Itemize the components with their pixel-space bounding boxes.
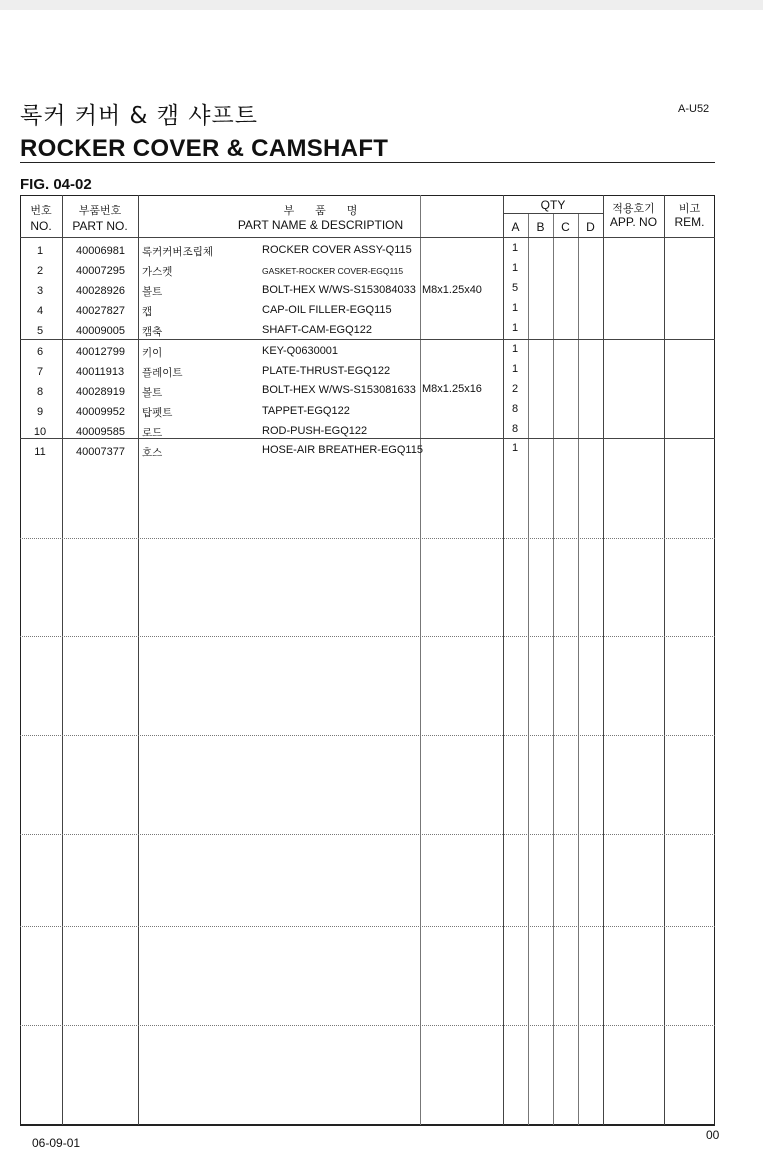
header-part-korean: 부품번호 <box>78 204 122 217</box>
row-2-description: GASKET-ROCKER COVER-EGQ115 <box>262 266 404 276</box>
blank-divider-5 <box>20 926 715 927</box>
row-6-no: 6 <box>36 346 44 358</box>
page-title-korean: 록커 커버 & 캠 샤프트 <box>20 103 258 129</box>
row-7-description: PLATE-THRUST-EGQ122 <box>262 365 391 377</box>
row-6-name-korean: 키이 <box>142 347 163 359</box>
row-10-qty-a: 8 <box>511 423 519 435</box>
header-part-english: PART NO. <box>72 219 128 233</box>
blank-divider-4 <box>20 834 715 835</box>
header-app-korean: 적용호기 <box>612 202 655 215</box>
row-3-no: 3 <box>36 285 44 297</box>
row-9-no: 9 <box>36 406 44 418</box>
row-11-qty-a: 1 <box>511 442 519 454</box>
blank-divider-6 <box>20 1025 715 1026</box>
footer-date: 06-09-01 <box>32 1136 81 1150</box>
row-3-qty-a: 5 <box>511 282 519 294</box>
row-8-description: BOLT-HEX W/WS-S153081633 <box>262 384 416 396</box>
row-3-spec: M8x1.25x40 <box>422 284 482 296</box>
row-11-no: 11 <box>34 446 46 458</box>
row-9-name-korean: 탑펫트 <box>142 407 173 419</box>
row-11-part-no: 40007377 <box>76 446 125 458</box>
row-1-qty-a: 1 <box>511 242 519 254</box>
col-divider-spec <box>420 195 421 1125</box>
scan-edge-shading <box>0 0 763 10</box>
row-10-description: ROD-PUSH-EGQ122 <box>262 425 368 437</box>
row-2-qty-a: 1 <box>511 262 519 274</box>
header-bottom-line <box>20 237 715 238</box>
blank-divider-3 <box>20 735 715 736</box>
header-app-english: APP. NO <box>609 215 658 229</box>
qty-subheader-line <box>503 213 603 214</box>
row-4-description: CAP-OIL FILLER-EGQ115 <box>262 304 392 316</box>
col-divider-qty-ab <box>528 213 529 1125</box>
row-9-description: TAPPET-EGQ122 <box>262 405 350 417</box>
row-5-part-no: 40009005 <box>76 325 125 337</box>
row-11-description: HOSE-AIR BREATHER-EGQ115 <box>262 444 423 456</box>
row-8-spec: M8x1.25x16 <box>422 383 482 395</box>
col-divider-qty-cd <box>578 213 579 1125</box>
col-divider-qty-bc <box>553 213 554 1125</box>
row-1-part-no: 40006981 <box>76 245 125 257</box>
row-10-part-no: 40009585 <box>76 426 125 438</box>
row-5-name-korean: 캠축 <box>142 326 163 338</box>
header-name-korean: 부 품 명 <box>283 204 358 217</box>
row-1-description: ROCKER COVER ASSY-Q115 <box>262 244 412 256</box>
row-8-qty-a: 2 <box>511 383 519 395</box>
row-4-name-korean: 캡 <box>142 306 153 318</box>
header-no-korean: 번호 <box>30 204 52 217</box>
bottom-rule <box>20 1125 715 1126</box>
title-divider <box>20 162 715 163</box>
header-rem-korean: 비고 <box>678 202 701 215</box>
row-1-no: 1 <box>36 245 44 257</box>
row-9-qty-a: 8 <box>511 403 519 415</box>
col-divider-qty-start <box>503 195 504 1125</box>
col-divider-app <box>603 195 604 1125</box>
col-divider-no <box>62 195 63 1125</box>
row-5-description: SHAFT-CAM-EGQ122 <box>262 324 373 336</box>
row-3-part-no: 40028926 <box>76 285 125 297</box>
row-6-qty-a: 1 <box>511 343 519 355</box>
blank-divider-1 <box>20 538 715 539</box>
blank-divider-2 <box>20 636 715 637</box>
header-qty-d: D <box>586 220 595 234</box>
row-9-part-no: 40009952 <box>76 406 125 418</box>
row-7-name-korean: 플레이트 <box>142 367 183 379</box>
row-8-part-no: 40028919 <box>76 386 125 398</box>
row-6-description: KEY-Q0630001 <box>262 345 339 357</box>
group-divider-2 <box>20 438 715 439</box>
row-4-qty-a: 1 <box>511 302 519 314</box>
header-rem-english: REM. <box>674 215 705 229</box>
header-qty-b: B <box>536 220 545 234</box>
col-divider-part <box>138 195 139 1125</box>
row-8-no: 8 <box>36 386 44 398</box>
row-4-part-no: 40027827 <box>76 305 125 317</box>
row-3-name-korean: 볼트 <box>142 286 163 298</box>
row-2-name-korean: 가스켓 <box>142 266 173 278</box>
row-11-name-korean: 호스 <box>142 447 163 459</box>
header-name-english: PART NAME & DESCRIPTION <box>237 218 404 232</box>
row-3-description: BOLT-HEX W/WS-S153084033 <box>262 284 416 296</box>
header-qty: QTY <box>540 198 566 212</box>
page-code: A-U52 <box>678 103 710 115</box>
row-5-qty-a: 1 <box>511 322 519 334</box>
row-1-name-korean: 록커커버조립체 <box>142 246 214 258</box>
row-7-no: 7 <box>36 366 44 378</box>
page-title-english: ROCKER COVER & CAMSHAFT <box>20 135 389 162</box>
row-6-part-no: 40012799 <box>76 346 125 358</box>
group-divider-1 <box>20 339 715 340</box>
row-10-no: 10 <box>33 426 47 438</box>
row-2-part-no: 40007295 <box>76 265 125 277</box>
row-7-qty-a: 1 <box>511 363 519 375</box>
header-qty-a: A <box>511 220 520 234</box>
row-2-no: 2 <box>36 265 44 277</box>
col-divider-rem <box>664 195 665 1125</box>
row-8-name-korean: 볼트 <box>142 387 163 399</box>
row-7-part-no: 40011913 <box>76 366 125 378</box>
row-5-no: 5 <box>36 325 44 337</box>
row-10-name-korean: 로드 <box>142 427 163 439</box>
row-4-no: 4 <box>36 305 44 317</box>
figure-label: FIG. 04-02 <box>20 176 92 193</box>
footer-page-number: 00 <box>706 1128 720 1142</box>
header-no-english: NO. <box>30 219 52 233</box>
header-qty-c: C <box>561 220 570 234</box>
